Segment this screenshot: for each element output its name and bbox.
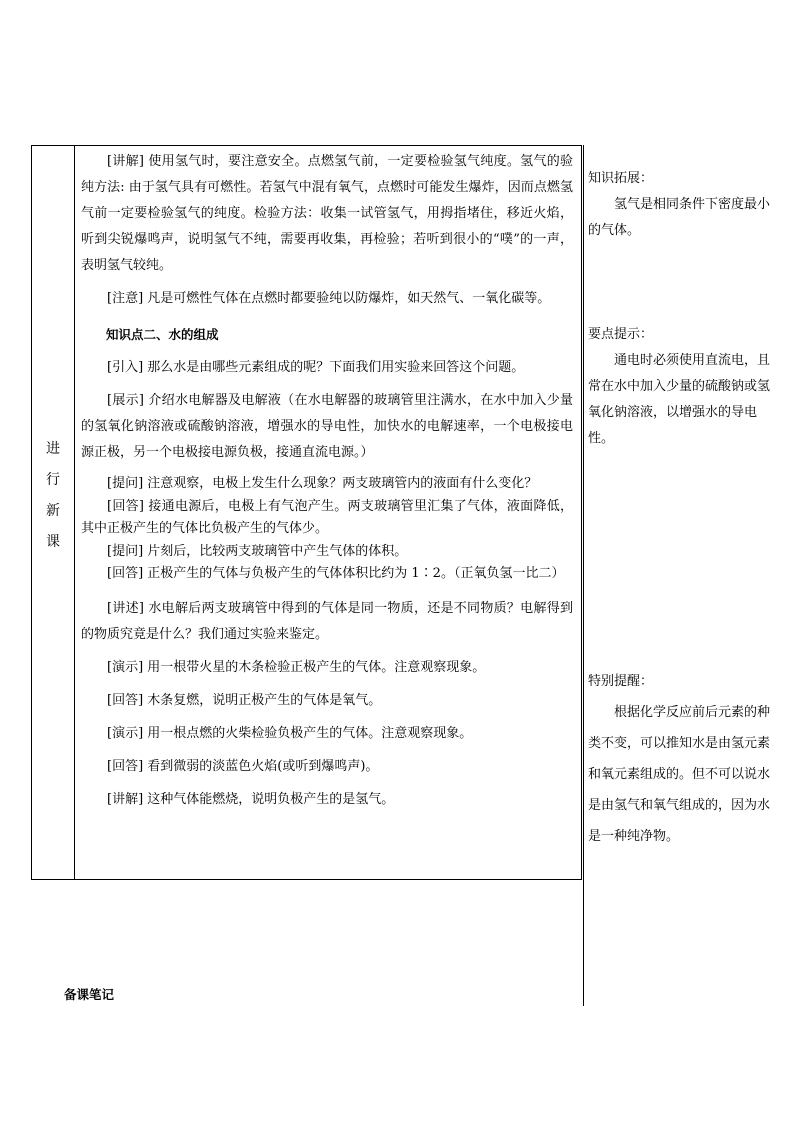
paragraph: [回答] 看到微弱的淡蓝色火焰(或听到爆鸣声)。 bbox=[107, 758, 379, 774]
section-heading: 知识点二、水的组成 bbox=[106, 327, 219, 342]
paragraph: [提问] 注意观察，电极上发生什么现象？两支玻璃管内的液面有什么变化？ bbox=[107, 476, 538, 491]
lesson-table bbox=[31, 145, 582, 880]
side-note-heading: 知识拓展： bbox=[588, 171, 654, 186]
paragraph: [回答] 木条复燃，说明正极产生的气体是氧气。 bbox=[107, 692, 382, 708]
paragraph: [回答] 正极产生的气体与负极产生的气体体积比约为 1∶2。（正氧负氢一比二） bbox=[107, 566, 565, 581]
paragraph: [提问] 片刻后，比较两支玻璃管中产生气体的体积。 bbox=[107, 543, 408, 559]
lesson-content bbox=[81, 149, 573, 813]
side-note-body: 根据化学反应前后元素的种类不变，可以推知水是由氢元素和氧元素组成的。但不可以说水是由氢气和氧气组成的，因为水是一种纯净物。 bbox=[588, 705, 771, 844]
paragraph: [回答] 接通电源后，电极上有气泡产生。两支玻璃管里汇集了气体，液面降低，其中正极产生的气体比负极产生的气体少。 bbox=[81, 498, 573, 536]
paragraph: [讲解] 使用氢气时，要注意安全。点燃氢气前，一定要检验氢气纯度。氢气的验纯方法: 由于氢气具有可燃性。若氢气中混有氧气，点燃时可能发生爆炸，因而点燃氢气前一定要检验氢气的纯度。检验方法：收集一试管氢气，用拇指堵住，移近火焰，听到尖锐爆鸣声，说明氢气不纯，需要再收集，再检验；若听到很小的“噗”的一声，表明氢气较纯。 bbox=[81, 154, 573, 273]
stage-char: 进 bbox=[46, 441, 60, 457]
paragraph: [引入] 那么水是由哪些元素组成的呢？下面我们用实验来回答这个问题。 bbox=[107, 360, 525, 375]
paragraph: [讲述] 水电解后两支玻璃管中得到的气体是同一物质，还是不同物质？电解得到的物质究竟是什么？我们通过实验来鉴定。 bbox=[81, 600, 573, 642]
stage-char: 课 bbox=[46, 534, 60, 550]
paragraph: [讲解] 这种气体能燃烧，说明负极产生的是氢气。 bbox=[107, 791, 395, 807]
stage-char: 新 bbox=[46, 503, 60, 519]
stage-char: 行 bbox=[46, 472, 60, 488]
column-divider bbox=[74, 146, 75, 879]
side-note-key-points bbox=[588, 322, 774, 452]
side-note-body: 氢气是相同条件下密度最小的气体。 bbox=[588, 197, 771, 238]
side-note-body: 通电时必须使用直流电，且常在水中加入少量的硫酸钠或氢氧化钠溶液，以增强水的导电性。 bbox=[588, 353, 771, 446]
lesson-notes-label: 备课笔记 bbox=[64, 987, 115, 1002]
side-note-reminder bbox=[588, 666, 774, 852]
paragraph: [注意] 凡是可燃性气体在点燃时都要验纯以防爆炸，如天然气、一氧化碳等。 bbox=[107, 291, 551, 306]
side-note-heading: 特别提醒： bbox=[588, 674, 654, 689]
side-note-heading: 要点提示： bbox=[588, 327, 654, 342]
stage-label bbox=[32, 434, 74, 558]
paragraph: [演示] 用一根点燃的火柴检验负极产生的气体。注意观察现象。 bbox=[107, 725, 473, 741]
paragraph: [展示] 介绍水电解器及电解液（在水电解器的玻璃管里注满水，在水中加入少量的氢氧化钠溶液或硫酸钠溶液，增强水的导电性，加快水的电解速率，一个电极接电源正极，另一个电极接电源负极，接通直流电源。） bbox=[81, 393, 573, 460]
margin-rule bbox=[583, 145, 584, 1006]
side-note-knowledge bbox=[588, 166, 774, 244]
paragraph: [演示] 用一根带火星的木条检验正极产生的气体。注意观察现象。 bbox=[107, 659, 486, 675]
